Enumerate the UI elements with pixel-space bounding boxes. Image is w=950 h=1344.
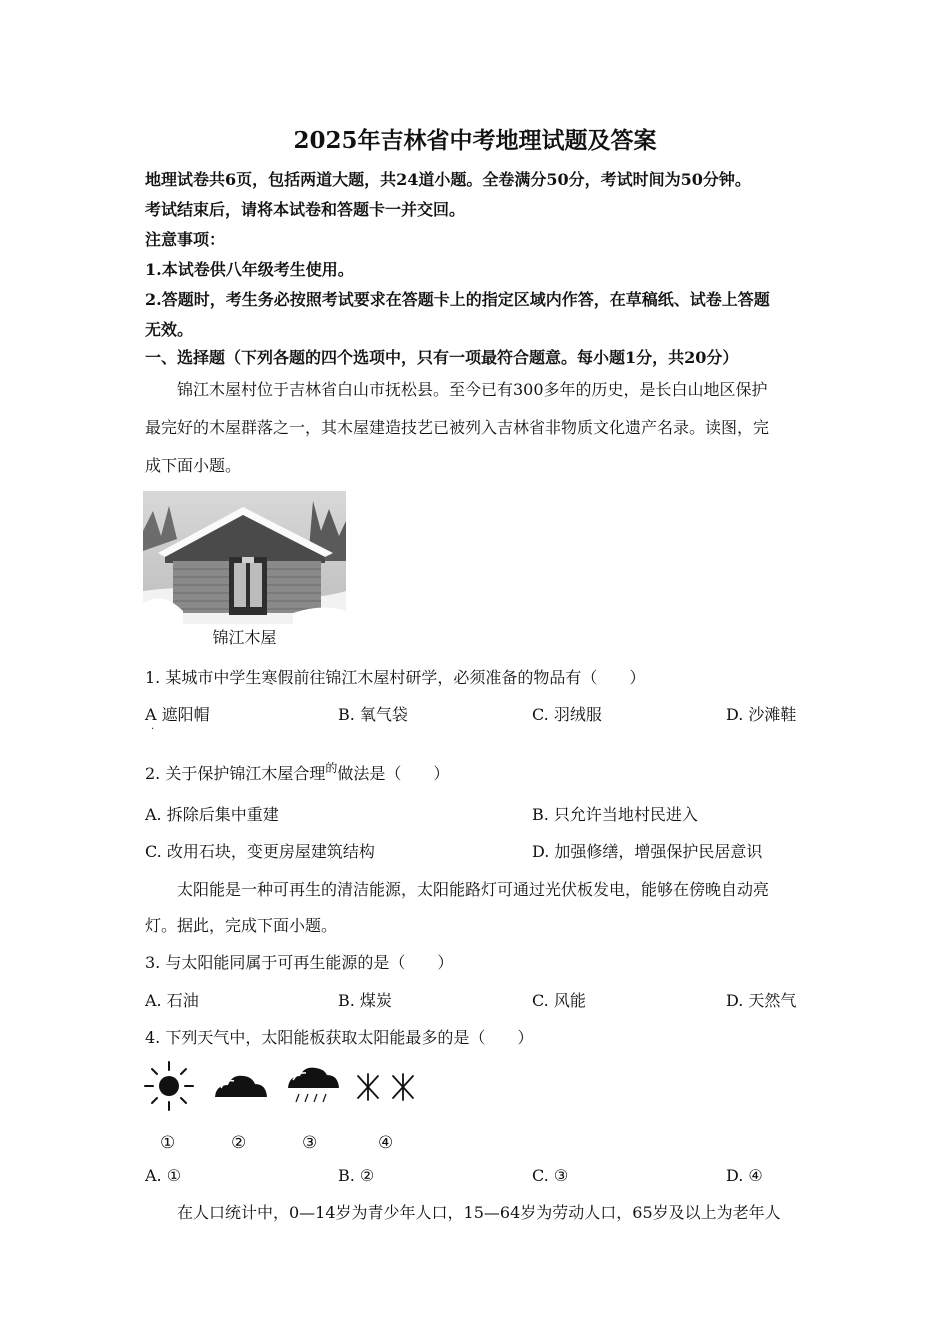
q2-option-a: A. 拆除后集中重建 xyxy=(145,805,279,824)
q4-option-d: D. ④ xyxy=(726,1166,763,1185)
note-2: 2.答题时，考生务必按照考试要求在答题卡上的指定区域内作答，在草稿纸、试卷上答题 xyxy=(145,290,770,309)
q1-option-d: D. 沙滩鞋 xyxy=(726,705,797,724)
symbol-number-3: ③ xyxy=(302,1133,318,1153)
symbol-number-1: ① xyxy=(160,1133,176,1153)
passage1-line-2: 最完好的木屋群落之一，其木屋建造技艺已被列入吉林省非物质文化遗产名录。读图，完 xyxy=(145,418,770,437)
symbol-number-4: ④ xyxy=(378,1133,394,1153)
intro-line-1: 地理试卷共6页，包括两道大题，共24道小题。全卷满分50分，考试时间为50分钟。 xyxy=(145,170,751,189)
passage3-line-1: 在人口统计中，0—14岁为青少年人口，15—64岁为劳动人口，65岁及以上为老年人 xyxy=(177,1203,781,1222)
q3-option-c: C. 风能 xyxy=(532,991,586,1010)
stray-mark: . xyxy=(151,721,155,732)
log-cabin-photo xyxy=(143,491,346,624)
page-title: 2025年吉林省中考地理试题及答案 xyxy=(293,127,657,154)
q3-stem: 3. 与太阳能同属于可再生能源的是（ ） xyxy=(145,953,454,972)
figure-caption: 锦江木屋 xyxy=(212,628,277,647)
q3-option-d: D. 天然气 xyxy=(726,991,797,1010)
section-heading: 一、选择题（下列各题的四个选项中，只有一项最符合题意。每小题1分，共20分） xyxy=(145,348,739,367)
symbol-number-2: ② xyxy=(231,1133,247,1153)
q1-option-b: B. 氧气袋 xyxy=(338,705,408,724)
cloudy-icon xyxy=(212,1070,270,1102)
q4-option-c: C. ③ xyxy=(532,1166,569,1185)
q4-stem: 4. 下列天气中，太阳能板获取太阳能最多的是（ ） xyxy=(145,1028,534,1047)
q3-option-a: A. 石油 xyxy=(145,991,199,1010)
snow-icon xyxy=(355,1072,417,1102)
q3-option-b: B. 煤炭 xyxy=(338,991,392,1010)
q2-option-b: B. 只允许当地村民进入 xyxy=(532,805,698,824)
q4-option-b: B. ② xyxy=(338,1166,375,1185)
q2-stem-part-a: 2. 关于保护锦江木屋合理 xyxy=(145,764,326,783)
passage1-line-1: 锦江木屋村位于吉林省白山市抚松县。至今已有300多年的历史，是长白山地区保护 xyxy=(177,380,768,399)
rain-cloud-icon xyxy=(285,1064,341,1108)
passage1-line-3: 成下面小题。 xyxy=(145,456,242,475)
sunny-icon xyxy=(142,1060,196,1112)
passage2-line-1: 太阳能是一种可再生的清洁能源，太阳能路灯可通过光伏板发电，能够在傍晚自动亮 xyxy=(177,880,770,899)
note-2-cont: 无效。 xyxy=(145,320,194,339)
q1-stem: 1. 某城市中学生寒假前往锦江木屋村研学，必须准备的物品有（ ） xyxy=(145,668,646,687)
q4-option-a: A. ① xyxy=(145,1166,182,1185)
q2-stem xyxy=(145,761,450,785)
note-1: 1.本试卷供八年级考生使用。 xyxy=(145,260,354,279)
q1-option-a: A 遮阳帽 xyxy=(145,705,210,724)
notes-heading: 注意事项： xyxy=(145,230,226,249)
q2-stem-sup: 的 xyxy=(325,761,338,775)
passage2-line-2: 灯。据此，完成下面小题。 xyxy=(145,916,338,935)
q2-stem-part-b: 做法是（ ） xyxy=(337,764,450,783)
q2-option-d: D. 加强修缮，增强保护民居意识 xyxy=(532,842,763,861)
q2-option-c: C. 改用石块，变更房屋建筑结构 xyxy=(145,842,375,861)
q1-option-c: C. 羽绒服 xyxy=(532,705,602,724)
intro-line-2: 考试结束后，请将本试卷和答题卡一并交回。 xyxy=(145,200,466,219)
